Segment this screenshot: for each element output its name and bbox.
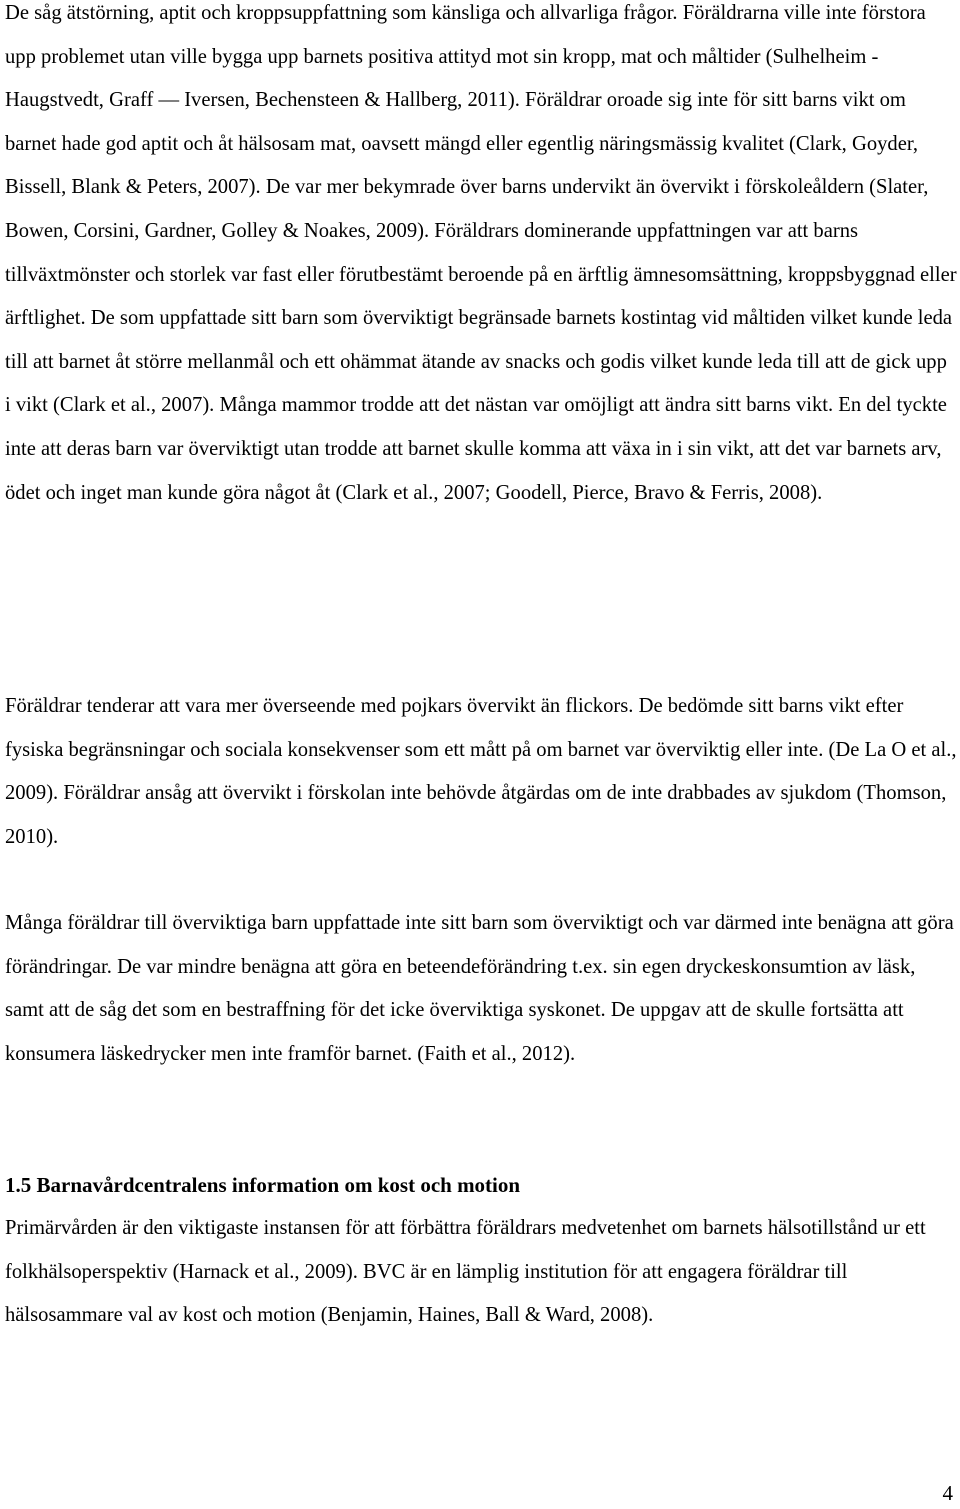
body-paragraph: De såg ätstörning, aptit och kroppsuppfattning som känsliga och allvarliga frågor. Föräldrarna ville inte förstora upp problemet utan ville bygga upp barnets positiva attityd mot sin kropp, mat och måltider (Sulhelheim - Haugstvedt, Graff — Iversen, Bechensteen & Hallberg, 2011). Föräldrar oroade sig inte för sitt barns vikt om barnet hade god aptit och åt hälsosam mat, oavsett mängd eller egentlig näringsmässig kvalitet (Clark, Goyder, Bissell, Blank & Peters, 2007). De var mer bekymrade över barns undervikt än övervikt i förskoleåldern (Slater, Bowen, Corsini, Gardner, Golley & Noakes, 2009). Föräldrars dominerande uppfattningen var att barns tillväxtmönster och storlek var fast eller förutbestämt beroende på en ärftlig ämnesomsättning, kroppsbyggnad eller ärftlighet. De som uppfattade sitt barn som överviktigt begränsade barnets kostintag vid måltiden vilket kunde leda till att barnet åt större mellanmål och ett ohämmat ätande av snacks och godis vilket kunde leda till att de gick upp i vikt (Clark et al., 2007). Många mammor trodde att det nästan var omöjligt att ändra sitt barns vikt. En del tyckte inte att deras barn var överviktigt utan trodde att barnet skulle komma att växa in i sin vikt, att det var barnets arv, ödet och inget man kunde göra något åt (Clark et al., 2007; Goodell, Pierce, Bravo & Ferris, 2008).	[5, 2, 957, 504]
page-number: 4	[942, 1481, 953, 1505]
body-paragraph: Föräldrar tenderar att vara mer överseende med pojkars övervikt än flickors. De bedömde sitt barns vikt efter fysiska begränsningar och sociala konsekvenser som ett mått på om barnet var överviktig eller inte. (De La O et al., 2009). Föräldrar ansåg att övervikt i förskolan inte behövde åtgärdas om de inte drabbades av sjukdom (Thomson, 2010).	[5, 695, 957, 848]
body-paragraph: Primärvården är den viktigaste instansen för att förbättra föräldrars medvetenhet om barnets hälsotillstånd ur ett folkhälsoperspektiv (Harnack et al., 2009). BVC är en lämplig institution för att engagera föräldrar till hälsosammare val av kost och motion (Benjamin, Haines, Ball & Ward, 2008).	[5, 1217, 926, 1327]
body-paragraph: Många föräldrar till överviktiga barn uppfattade inte sitt barn som överviktigt och var därmed inte benägna att göra förändringar. De var mindre benägna att göra en beteendeförändring t.ex. sin egen dryckeskonsumtion av läsk, samt att de såg det som en bestraffning för det icke överviktiga syskonet. De uppgav att de skulle fortsätta att konsumera läskedrycker men inte framför barnet. (Faith et al., 2012).	[5, 912, 954, 1065]
section-heading: 1.5 Barnavårdcentralens information om kost och motion	[5, 1173, 521, 1197]
